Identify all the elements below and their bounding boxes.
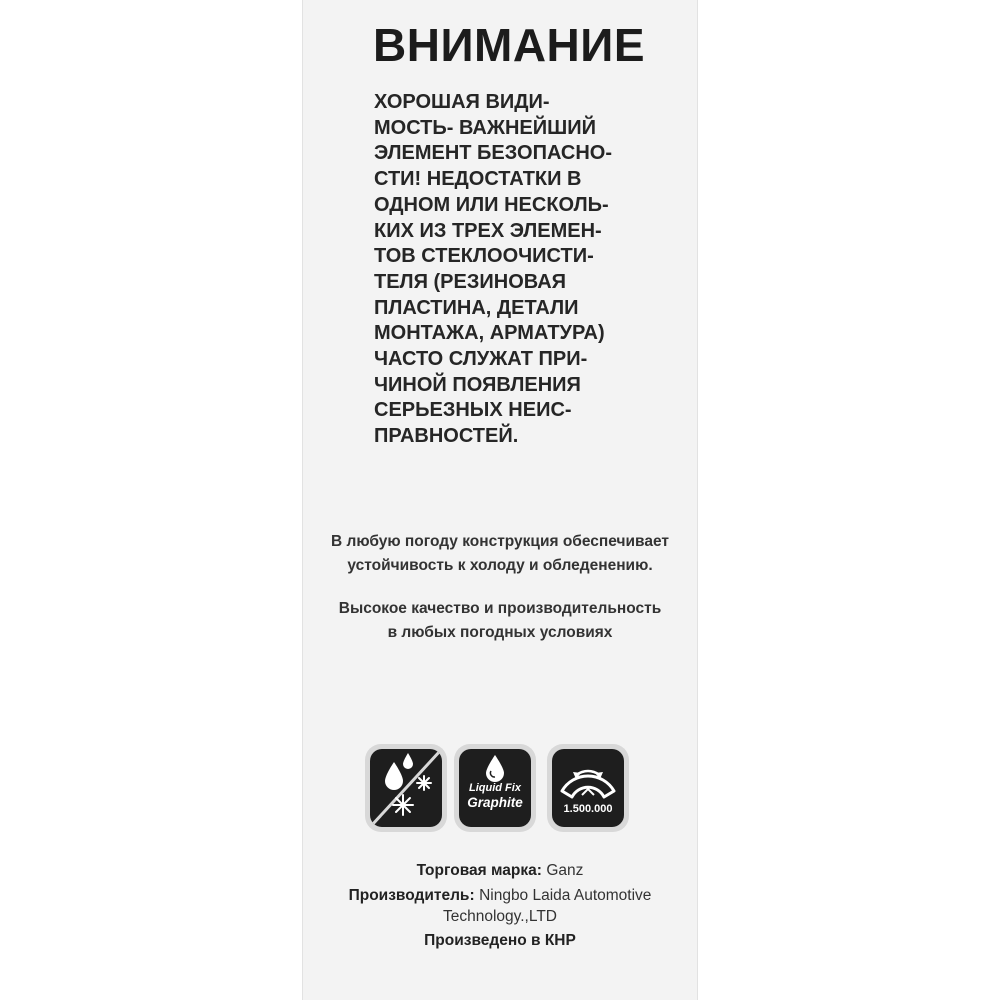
warning-line: ПЛАСТИНА, ДЕТАЛИ <box>374 296 579 319</box>
warning-line: ТОВ СТЕКЛООЧИСТИ- <box>374 245 594 268</box>
origin-text: Произведено в КНР <box>424 932 576 949</box>
feature-icons <box>302 744 698 834</box>
maker-label: Производитель: <box>348 887 475 904</box>
graphite-badge <box>454 744 536 832</box>
warning-line: ХОРОШАЯ ВИДИ- <box>374 91 550 113</box>
maker-value: Ningbo Laida Automotive <box>479 887 652 904</box>
origin-line <box>302 932 698 950</box>
weather-resistance-text <box>302 530 698 578</box>
warning-line: ОДНОМ ИЛИ НЕСКОЛЬ- <box>374 193 609 216</box>
brand-value: Ganz <box>546 862 584 879</box>
maker-line-2 <box>302 908 698 926</box>
warning-line: МОНТАЖА, АРМАТУРА) <box>374 322 605 345</box>
weather-badge <box>365 744 447 832</box>
quality-text <box>302 597 698 645</box>
warning-text <box>374 90 674 450</box>
brand-label: Торговая марка: <box>416 862 542 879</box>
maker-line <box>302 887 698 905</box>
warning-line: МОСТЬ- ВАЖНЕЙШИЙ <box>374 116 596 139</box>
page-title: ВНИМАНИЕ <box>373 19 646 71</box>
info-line: в любых погодных условиях <box>387 624 613 641</box>
warning-line: КИХ ИЗ ТРЕХ ЭЛЕМЕН- <box>374 219 602 242</box>
warning-line: СТИ! НЕДОСТАТКИ В <box>374 168 582 191</box>
warning-line: ЭЛЕМЕНТ БЕЗОПАСНО- <box>374 142 613 165</box>
wiper-cycle-icon <box>552 749 624 827</box>
warning-line: ЧИНОЙ ПОЯВЛЕНИЯ <box>374 373 581 396</box>
info-line: Высокое качество и производительность <box>338 600 662 617</box>
warning-line: СЕРЬЕЗНЫХ НЕИС- <box>374 399 572 422</box>
maker-value-2: Technology.,LTD <box>442 908 557 925</box>
warning-line: ТЕЛЯ (РЕЗИНОВАЯ <box>374 270 567 293</box>
graphite-line2: Graphite <box>467 795 523 810</box>
brand-line <box>302 862 698 880</box>
info-line: устойчивость к холоду и обледенению. <box>347 557 653 574</box>
info-line: В любую погоду конструкция обеспечивает <box>330 533 669 550</box>
rain-snow-icon <box>370 749 442 827</box>
warning-line: ПРАВНОСТЕЙ. <box>374 425 519 448</box>
warning-line: ЧАСТО СЛУЖАТ ПРИ- <box>374 348 588 371</box>
cycles-count: 1.500.000 <box>563 803 613 815</box>
cycles-badge <box>547 744 629 832</box>
graphite-line1: Liquid Fix <box>469 782 521 794</box>
